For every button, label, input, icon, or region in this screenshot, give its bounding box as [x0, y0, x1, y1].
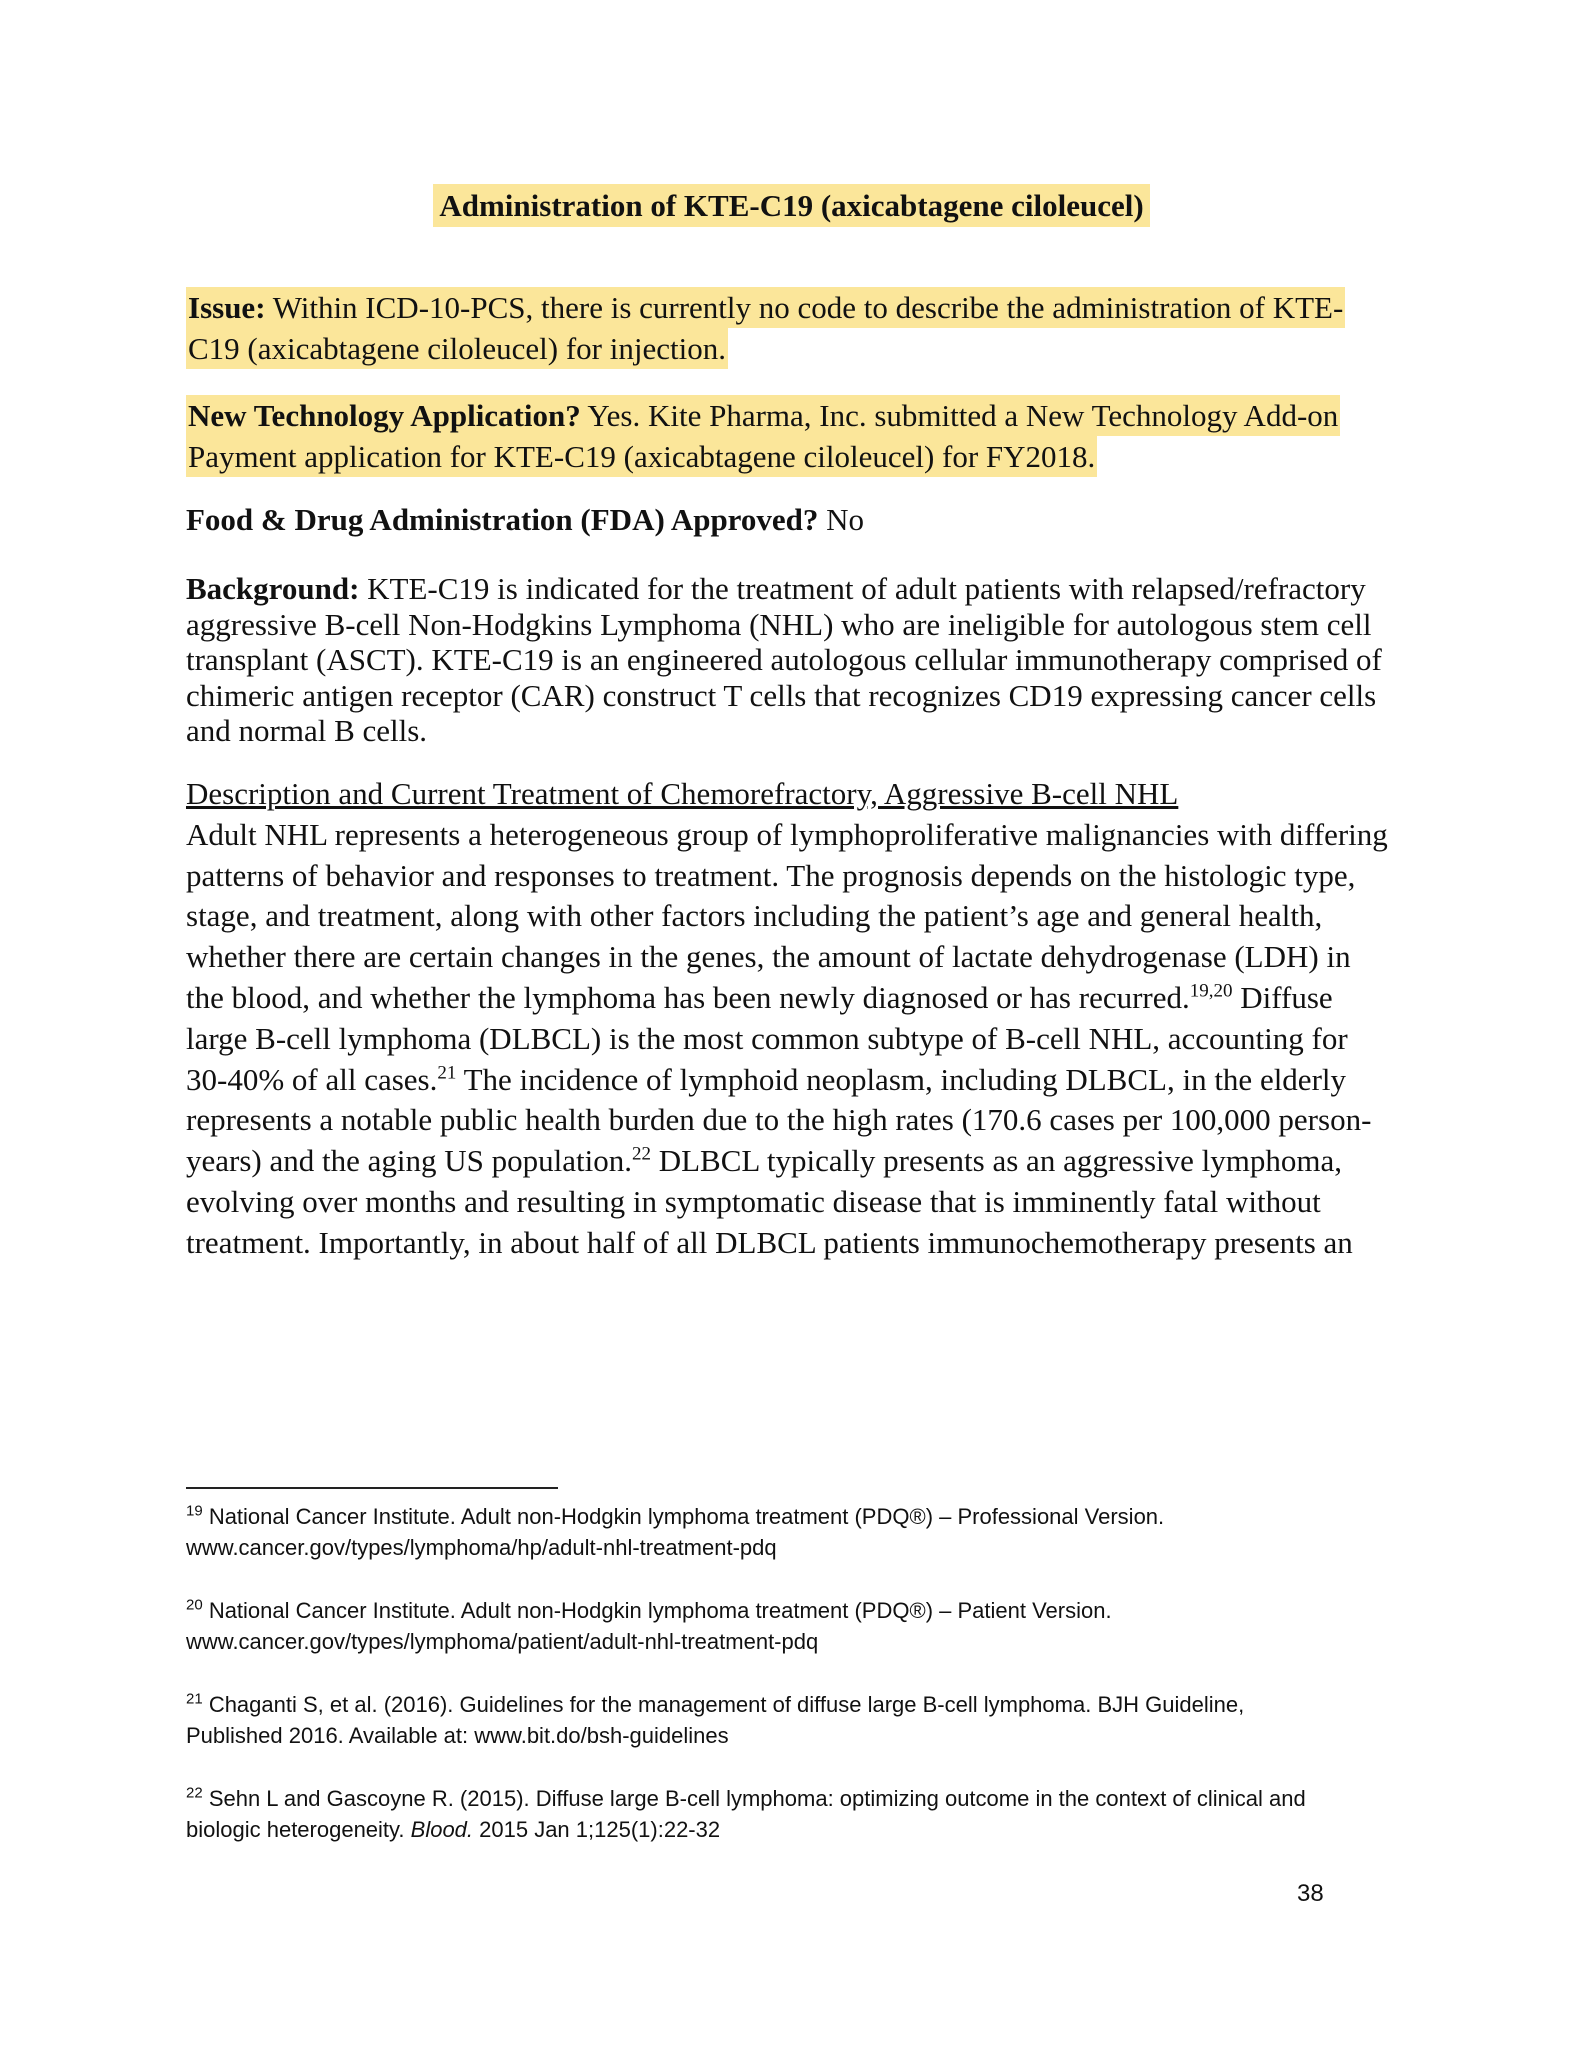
- footnote-number: 19: [186, 1502, 203, 1520]
- description-text-2: Diffuse large B-cell lymphoma (DLBCL) is the most common subtype of B-cell NHL, accounting for 30-40% of all cases.: [186, 979, 1348, 1097]
- footnote-url[interactable]: www.cancer.gov/types/lymphoma/hp/adult-nhl-treatment-pdq: [186, 1535, 777, 1560]
- new-technology-section: [186, 395, 1391, 477]
- footnote-ref-22[interactable]: 22: [631, 1143, 651, 1165]
- background-text: KTE-C19 is indicated for the treatment of adult patients with relapsed/refractory aggressive B-cell Non-Hodgkins Lymphoma (NHL) who are ineligible for autologous stem cell transplant (ASCT). KTE-C19 is an engineered autologous cellular immunotherapy comprised of chimeric antigen receptor (CAR) construct T cells that recognizes CD19 expressing cancer cells and normal B cells.: [186, 571, 1382, 748]
- description-heading: Description and Current Treatment of Chemorefractory, Aggressive B-cell NHL: [186, 776, 1179, 811]
- footnote-url[interactable]: www.cancer.gov/types/lymphoma/patient/adult-nhl-treatment-pdq: [186, 1629, 819, 1654]
- footnote-22: [186, 1783, 1391, 1845]
- description-text-3: The incidence of lymphoid neoplasm, including DLBCL, in the elderly represents a notable public health burden due to the high rates (170.6 cases per 100,000 person-years) and the aging US population.: [186, 1061, 1372, 1179]
- footnote-divider: [186, 1487, 558, 1489]
- footnote-number: 22: [186, 1784, 203, 1802]
- new-technology-text: Yes. Kite Pharma, Inc. submitted a New Technology Add-on Payment application for KTE-C19 (axicabtagene ciloleucel) for FY2018.: [188, 398, 1339, 474]
- description-section: [186, 774, 1391, 1264]
- journal-name: Blood.: [410, 1817, 474, 1842]
- footnote-ref-21[interactable]: 21: [437, 1062, 457, 1084]
- footnote-text-part: biologic heterogeneity.: [186, 1817, 411, 1842]
- fda-text: No: [818, 502, 865, 537]
- footnote-text: National Cancer Institute. Adult non-Hodgkin lymphoma treatment (PDQ®) – Professional Version.: [208, 1504, 1165, 1529]
- footnote-number: 20: [186, 1596, 203, 1614]
- issue-section: [186, 287, 1391, 369]
- description-paragraph: [186, 815, 1391, 1264]
- fda-label: Food & Drug Administration (FDA) Approved?: [186, 502, 819, 537]
- issue-label: Issue:: [188, 290, 266, 325]
- footnote-text: Sehn L and Gascoyne R. (2015). Diffuse large B-cell lymphoma: optimizing outcome in the context of clinical and: [208, 1786, 1306, 1811]
- description-text-1: Adult NHL represents a heterogeneous group of lymphoproliferative malignancies with differing patterns of behavior and responses to treatment. The prognosis depends on the histologic type, stage, and treatment, along with other factors including the patient’s age and general health, whether there are certain changes in the genes, the amount of lactate dehydrogenase (LDH) in the blood, and whether the lymphoma has been newly diagnosed or has recurred.: [186, 816, 1388, 1015]
- footnote-text-continued: [186, 1814, 1391, 1845]
- page-title: [0, 186, 1583, 226]
- footnote-text-continued: Published 2016. Available at: www.bit.do/bsh-guidelines: [186, 1723, 729, 1748]
- footnote-text-part: 2015 Jan 1;125(1):22-32: [473, 1817, 721, 1842]
- new-technology-label: New Technology Application?: [188, 398, 581, 433]
- issue-text: Within ICD-10-PCS, there is currently no code to describe the administration of KTE-C19 (axicabtagene ciloleucel) for injection.: [188, 290, 1344, 366]
- footnote-text: Chaganti S, et al. (2016). Guidelines for the management of diffuse large B-cell lymphoma. BJH Guideline,: [208, 1692, 1245, 1717]
- footnote-number: 21: [186, 1690, 203, 1708]
- background-section: [186, 571, 1391, 749]
- footnote-text: National Cancer Institute. Adult non-Hodgkin lymphoma treatment (PDQ®) – Patient Version.: [208, 1598, 1112, 1623]
- footnote-20: [186, 1595, 1391, 1657]
- title-text: Administration of KTE-C19 (axicabtagene ciloleucel): [433, 184, 1149, 227]
- fda-section: [186, 502, 1391, 538]
- page-number: 38: [1297, 1880, 1324, 1907]
- footnote-ref-19-20[interactable]: 19,20: [1189, 980, 1233, 1002]
- description-text-4: DLBCL typically presents as an aggressive lymphoma, evolving over months and resulting in symptomatic disease that is imminently fatal without treatment. Importantly, in about half of all DLBCL patients immunochemotherapy presents an: [186, 1143, 1353, 1260]
- footnote-21: [186, 1689, 1391, 1751]
- footnote-19: [186, 1501, 1391, 1563]
- background-label: Background:: [186, 571, 360, 606]
